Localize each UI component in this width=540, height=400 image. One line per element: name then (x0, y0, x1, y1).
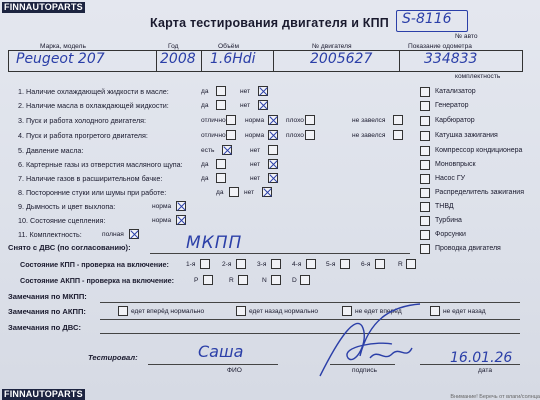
signature-label: подпись (352, 367, 377, 374)
akpp-d-box[interactable] (300, 275, 310, 285)
gear-r-label: R (398, 261, 403, 268)
akpp-opt-4-box[interactable] (430, 306, 440, 316)
akpp-r-label: R (229, 277, 234, 284)
side-box-2[interactable] (420, 101, 430, 111)
check-4-excellent-box[interactable] (226, 130, 236, 140)
akpp-opt-1: едет вперёд нормально (131, 308, 205, 315)
check-11-full-box[interactable] (129, 229, 139, 239)
check-1-opt-yes: да (201, 88, 209, 95)
fio-line (148, 364, 278, 365)
side-box-11[interactable] (420, 230, 430, 240)
check-5-yes-box[interactable] (222, 145, 232, 155)
tested-label: Тестировал: (88, 353, 138, 362)
gear-2-label: 2-я (222, 261, 232, 268)
side-box-12[interactable] (420, 244, 430, 254)
side-item-ac-compressor: Компрессор кондиционера (435, 147, 523, 154)
side-item-generator: Генератор (435, 102, 469, 109)
check-1-opt-no: нет (240, 88, 251, 95)
check-9: 9. Дымность и цвет выхлопа: (18, 202, 116, 211)
check-6: 6. Картерные газы из отверстия масляного щупа: (18, 160, 183, 169)
check-10-norm-box[interactable] (176, 215, 186, 225)
engine-no-value: 2005627 (310, 51, 373, 67)
check-7-yes-box[interactable] (216, 173, 226, 183)
check-1-yes-box[interactable] (216, 86, 226, 96)
watermark-top: FINNAUTOPARTS (4, 2, 83, 12)
fio-label: ФИО (227, 367, 242, 374)
make-model-value: Peugeot 207 (16, 51, 105, 67)
side-box-8[interactable] (420, 188, 430, 198)
removed-line (150, 253, 410, 254)
col-make-model: Марка, модель (40, 43, 86, 50)
col-year: Год (168, 43, 179, 50)
akpp-d-label: D (292, 277, 297, 284)
side-box-6[interactable] (420, 160, 430, 170)
akpp-opt-4: не едет назад (443, 308, 486, 315)
side-item-ignition-coil: Катушка зажигания (435, 132, 498, 139)
side-box-4[interactable] (420, 131, 430, 141)
side-box-3[interactable] (420, 116, 430, 126)
side-item-engine-wiring: Проводка двигателя (435, 245, 501, 252)
akpp-p-label: P (194, 277, 199, 284)
col-odometer: Показание одометра (408, 43, 472, 50)
check-6-no-box[interactable] (268, 159, 278, 169)
gear-r-box[interactable] (406, 259, 416, 269)
check-3-opt-bad: плохо (286, 117, 304, 124)
gear-3-box[interactable] (271, 259, 281, 269)
check-5-opt-yes: есть (201, 147, 215, 154)
akpp-opt-2: едет назад нормально (249, 308, 319, 315)
side-item-injectors: Форсунки (435, 231, 466, 238)
gear-5-label: 5-я (326, 261, 336, 268)
check-9-norm-box[interactable] (176, 201, 186, 211)
check-1: 1. Наличие охлаждающей жидкости в масле: (18, 87, 169, 96)
check-7-no-box[interactable] (268, 173, 278, 183)
col-engine-no: № двигателя (312, 43, 352, 50)
col-volume: Объём (218, 43, 240, 50)
check-3-nostart-box[interactable] (393, 115, 403, 125)
volume-value: 1.6Hdi (210, 51, 256, 67)
auto-no-label: № авто (455, 33, 478, 40)
akpp-opt-3: не едет вперёд (355, 308, 402, 315)
check-3-opt-excellent: отлично (201, 117, 226, 124)
card-number: S-8116 (402, 11, 452, 27)
side-item-catalyst: Катализатор (435, 88, 476, 95)
watermark-bottom: FINNAUTOPARTS (4, 389, 83, 399)
akpp-n-label: N (262, 277, 267, 284)
card-title: Карта тестирования двигателя и КПП (150, 16, 389, 30)
gear-2-box[interactable] (236, 259, 246, 269)
check-8-opt-no: нет (244, 189, 255, 196)
gear-4-box[interactable] (306, 259, 316, 269)
side-box-5[interactable] (420, 146, 430, 156)
check-8-no-box[interactable] (262, 187, 272, 197)
check-2-opt-yes: да (201, 102, 209, 109)
check-4-opt-excellent: отлично (201, 132, 226, 139)
side-item-distributor: Распределитель зажигания (435, 189, 525, 196)
odometer-value: 334833 (424, 51, 478, 67)
check-3-opt-nostart: не завелся (352, 117, 386, 124)
check-3-norm-box[interactable] (268, 115, 278, 125)
gear-6-box[interactable] (375, 259, 385, 269)
side-box-7[interactable] (420, 174, 430, 184)
check-8-opt-yes: да (216, 189, 224, 196)
check-10: 10. Состояние сцепления: (18, 216, 106, 225)
akpp-state-label: Состояние АКПП - проверка на включение: (20, 276, 175, 285)
side-box-1[interactable] (420, 87, 430, 97)
gear-4-label: 4-я (292, 261, 302, 268)
gear-1-box[interactable] (200, 259, 210, 269)
check-5: 5. Давление масла: (18, 146, 84, 155)
check-5-opt-no: нет (250, 147, 261, 154)
mkpp-remarks-label: Замечания по МКПП: (8, 292, 87, 301)
gear-3-label: 3-я (257, 261, 267, 268)
check-2-opt-no: нет (240, 102, 251, 109)
check-2: 2. Наличие масла в охлаждающей жидкости: (18, 101, 169, 110)
check-2-no-box[interactable] (258, 100, 268, 110)
akpp-n-box[interactable] (271, 275, 281, 285)
check-4-nostart-box[interactable] (393, 130, 403, 140)
gear-5-box[interactable] (340, 259, 350, 269)
side-item-carburetor: Карбюратор (435, 117, 475, 124)
check-5-no-box[interactable] (268, 145, 278, 155)
side-box-9[interactable] (420, 202, 430, 212)
tester-name: Саша (198, 342, 244, 361)
removed-label: Снято с ДВС (по согласованию): (8, 243, 131, 252)
check-8-yes-box[interactable] (229, 187, 239, 197)
signature-line (330, 364, 395, 365)
akpp-remarks-label: Замечания по АКПП: (8, 307, 86, 316)
check-4-norm-box[interactable] (268, 130, 278, 140)
check-3-opt-norm: норма (245, 117, 265, 124)
year-value: 2008 (160, 51, 196, 67)
side-box-10[interactable] (420, 216, 430, 226)
check-7: 7. Наличие газов в расширительном бачке: (18, 174, 163, 183)
dvs-remarks-label: Замечания по ДВС: (8, 323, 82, 332)
gear-1-label: 1-я (186, 261, 196, 268)
footer-stamp: Внимание! Беречь от влаги/солнца (450, 394, 540, 400)
akpp-opt-1-box[interactable] (118, 306, 128, 316)
side-item-injection-pump: ТНВД (435, 203, 454, 210)
check-4-opt-bad: плохо (286, 132, 304, 139)
check-4: 4. Пуск и работа прогретого двигателя: (18, 131, 148, 140)
check-6-yes-box[interactable] (216, 159, 226, 169)
akpp-p-box[interactable] (203, 275, 213, 285)
side-item-ps-pump: Насос ГУ (435, 175, 466, 182)
gear-6-label: 6-я (361, 261, 371, 268)
kpp-state-label: Состояние КПП - проверка на включение: (20, 260, 169, 269)
check-8: 8. Посторонние стуки или шумы при работе: (18, 188, 167, 197)
check-7-opt-no: нет (250, 175, 261, 182)
check-9-opt-norm: норма (152, 203, 172, 210)
check-4-bad-box[interactable] (305, 130, 315, 140)
date-label: дата (478, 367, 492, 374)
akpp-opt-2-box[interactable] (236, 306, 246, 316)
date-value: 16.01.26 (450, 350, 513, 366)
removed-value: МКПП (186, 233, 243, 253)
check-11: 11. Комплектность: (18, 230, 82, 239)
akpp-r-box[interactable] (238, 275, 248, 285)
check-3-excellent-box[interactable] (226, 115, 236, 125)
check-11-opt-full: полная (102, 231, 124, 238)
check-7-opt-yes: да (201, 175, 209, 182)
check-4-opt-norm: норма (245, 132, 265, 139)
section-label: комплектность (455, 73, 501, 80)
check-3: 3. Пуск и работа холодного двигателя: (18, 116, 147, 125)
side-item-monoinjection: Моновпрыск (435, 161, 476, 168)
check-6-opt-no: нет (250, 161, 261, 168)
check-1-no-box[interactable] (258, 86, 268, 96)
check-3-bad-box[interactable] (305, 115, 315, 125)
check-6-opt-yes: да (201, 161, 209, 168)
check-10-opt-norm: норма (152, 217, 172, 224)
check-2-yes-box[interactable] (216, 100, 226, 110)
side-item-turbo: Турбина (435, 217, 462, 224)
check-4-opt-nostart: не завелся (352, 132, 386, 139)
